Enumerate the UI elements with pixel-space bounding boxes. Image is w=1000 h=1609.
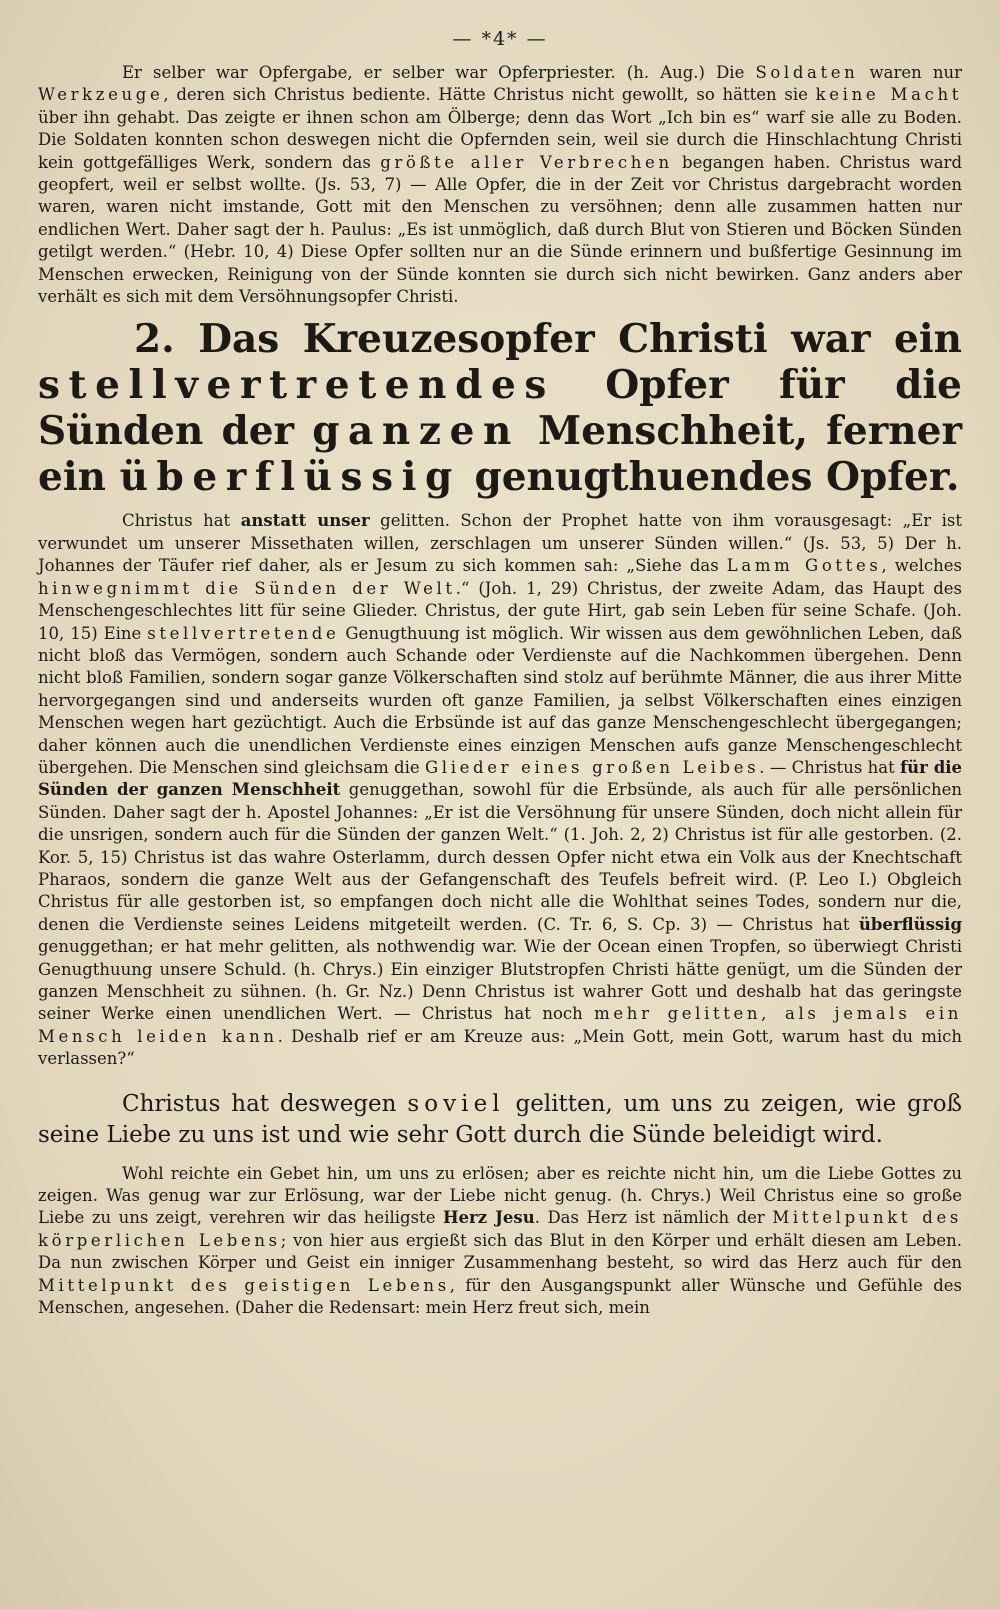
heading-text: Opfer für die Sünden der: [38, 362, 962, 455]
emphasis: Glieder eines großen Leibes: [425, 757, 760, 777]
text: , für den Ausgangspunkt aller Wünsche und Gefühle des Menschen, angesehen. (Daher die Redensart: mein Herz freut sich, mein: [38, 1275, 963, 1318]
text: ; von hier aus ergießt sich das Blut in den Körper und erhält diesen am Leben. Da nun zwischen Körper und Geist ein inniger Zusammenhang besteht, so wird das Herz auch für den: [38, 1230, 962, 1273]
text: , welches: [881, 556, 962, 576]
text: genuggethan; er hat mehr gelitten, als nothwendig war. Wie der Ocean einen Tropfen, so überwiegt Christi Genugthuung unsere Schuld. (h. Chrys.) Ein einziger Blutstropfen Christi hätte genügt, um die Sünden der ganzen Menschheit zu sühnen. (h. Gr. Nz.) Denn Christus ist wahrer Gott und deshalb hat das geringste seiner Werke einen unendlichen Wert. — Christus hat noch: [38, 937, 962, 1024]
text: .“ (Joh. 1, 29) Christus, der zweite Adam, das Haupt des Menschengeschlechtes litt für seine Glieder. Christus, der gute Hirt, gab sein Leben für seine Schafe. (Joh. 10, 15) Eine: [38, 578, 962, 643]
text: Er selber war Opfergabe, er selber war Opferpriester. (h. Aug.) Die: [122, 63, 756, 82]
emphasis: Mittelpunkt des körperlichen Lebens: [38, 1208, 962, 1250]
text: . — Christus hat: [759, 757, 901, 777]
section-heading: [38, 316, 962, 500]
text: Genugthuung ist möglich. Wir wissen aus dem gewöhnlichen Leben, daß nicht bloß das Vermögen, sondern auch Schande oder Verdienste auf die Nachkommen übergehen. Denn nicht bloß Familien, sondern sogar ganze Völkerschaften sind stolz auf berühmte Männer, die aus ihrer Mitte hervorgegangen sind und anderseits wurden oft ganze Familien, ja selbst Völkerschaften eines einzigen Menschen wegen hart gezüchtigt. Auch die Erbsünde ist auf das ganze Menschengeschlecht übergegangen; daher können auch die unendlichen Verdienste eines einzigen Menschen aufs ganze Menschengeschlecht übergehen. Die Menschen sind gleichsam die: [38, 623, 962, 777]
text: begangen haben. Christus ward geopfert, weil er selbst wollte. (Js. 53, 7) — Alle Opfer, die in der Zeit vor Christus dargebracht worden waren, waren nicht imstande, Gott mit den Menschen zu versöhnen; denn alle zusammen hatten nur endlichen Wert. Daher sagt der h. Paulus: „Es ist unmöglich, daß durch Blut von Stieren und Böcken Sünden getilgt werden.“ (Hebr. 10, 4) Diese Opfer sollten nur an die Sünde erinnern und bußfertige Gesinnung im Menschen erwecken, Reinigung von der Sünde konnten sie durch sich nicht bewirken. Ganz anders aber verhält es sich mit dem Versöhnungsopfer Christi.: [38, 152, 963, 307]
paragraph-heart: [38, 1163, 962, 1320]
text: Christus hat: [122, 511, 241, 531]
heading-emphasis: stellvertretendes: [38, 362, 555, 409]
text: Christus hat deswegen: [122, 1090, 408, 1117]
emphasis: Mittelpunkt des geistigen Lebens: [38, 1275, 450, 1295]
page-number: — *4* —: [452, 28, 548, 50]
heading-emphasis: überflüssig: [119, 454, 461, 501]
text: waren nur: [858, 63, 962, 82]
text: . Deshalb rief er am Kreuze aus: „Mein Gott, mein Gott, warum hast du mich verlassen?“: [38, 1026, 962, 1069]
heading-text: genugthuendes Opfer.: [460, 454, 960, 501]
lead-paragraph: [38, 1089, 962, 1151]
emphasis: mehr gelitten, als jemals ein Mensch leiden kann: [38, 1004, 963, 1046]
heading-text: Das Kreuzesopfer Christi war ein: [174, 316, 962, 363]
emphasis: Werkzeuge: [38, 85, 164, 105]
text: gelitten, um uns zu zeigen, wie groß seine Liebe zu uns ist und wie sehr Gott durch die Sünde beleidigt wird.: [38, 1090, 962, 1148]
emphasis: keine Macht: [815, 85, 962, 105]
heading-number: 2.: [134, 316, 175, 363]
text: über ihn gehabt. Das zeigte er ihnen schon am Ölberge; denn das Wort „Ich bin es“ warf sie alle zu Boden. Die Soldaten konnten schon deswegen nicht die Opfernden sein, weil sie durch die Hinschlachtung Christi kein gottgefälliges Werk, sondern das: [38, 107, 962, 172]
heading-emphasis: ganzen: [312, 408, 520, 455]
text: genuggethan, sowohl für die Erbsünde, als auch für alle persönlichen Sünden. Daher sagt der h. Apostel Johannes: „Er ist die Versöhnung für unsere Sünden, doch nicht allein für die unsrigen, sondern auch für die Sünden der ganzen Welt.“ (1. Joh. 2, 2) Christus ist für alle gestorben. (2. Kor. 5, 15) Christus ist das wahre Osterlamm, durch dessen Opfer nicht etwa ein Volk aus der Knechtschaft Pharaos, sondern die ganze Welt aus der Gefangenschaft des Teufels befreit wird. (P. Leo I.) Obgleich Christus für alle gestorben ist, so empfangen doch nicht alle die Wohlthat seines Todes, sondern nur die, denen die Verdienste seines Leidens mitgeteilt werden. (C. Tr. 6, S. Cp. 3) — Christus hat: [38, 780, 962, 934]
emphasis: hinwegnimmt die Sünden der Welt: [38, 578, 456, 598]
bold-text: überflüssig: [858, 914, 962, 934]
bold-text: Herz Jesu: [442, 1208, 535, 1228]
text: gelitten. Schon der Prophet hatte von ihm vorausgesagt: „Er ist verwundet um unserer Missethaten willen, zerschlagen um unserer Sünden willen.“ (Js. 53, 5) Der h. Johannes der Täufer rief daher, als er Jesum zu sich kommen sah: „Siehe das: [38, 511, 963, 576]
emphasis: Soldaten: [755, 63, 859, 82]
paragraph-vicarious: [38, 510, 962, 1070]
emphasis: soviel: [407, 1090, 505, 1117]
emphasis: stellvertretende: [147, 623, 340, 643]
text: . Das Herz ist nämlich der: [534, 1208, 773, 1228]
heading-text: Menschheit, ferner ein: [38, 408, 962, 501]
text: , deren sich Christus bediente. Hätte Christus nicht gewollt, so hätten sie: [163, 85, 816, 105]
bold-text: für die Sünden der ganzen Menschheit: [38, 757, 962, 800]
emphasis: größte aller Verbrechen: [380, 152, 673, 172]
text: Wohl reichte ein Gebet hin, um uns zu erlösen; aber es reichte nicht hin, um die Liebe Gottes zu zeigen. Was genug war zur Erlösung, war der Liebe nicht genug. (h. Chrys.) Weil Christus eine so große Liebe zu uns zeigt, verehren wir das heiligste: [38, 1163, 962, 1228]
bold-text: anstatt unser: [240, 511, 370, 531]
paragraph-soldiers: [38, 62, 962, 308]
emphasis: Lamm Gottes: [726, 556, 882, 576]
